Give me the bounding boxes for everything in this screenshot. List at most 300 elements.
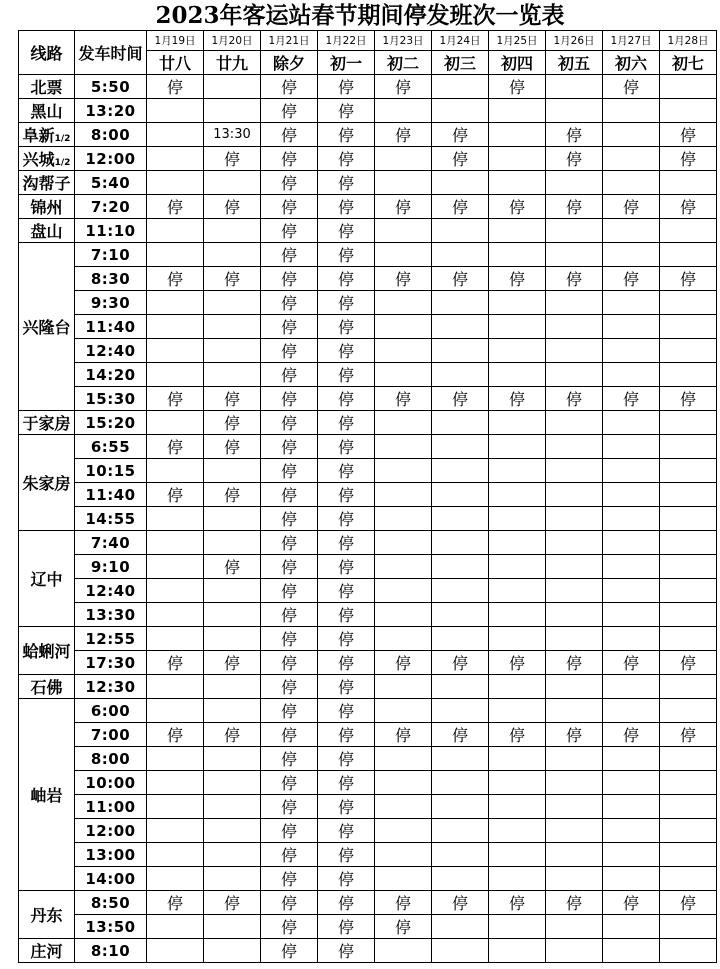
route-name-cell (19, 411, 75, 435)
lunar-date-header: 廿九 (204, 51, 261, 75)
empty-cell (546, 819, 603, 843)
empty-cell (603, 507, 660, 531)
empty-cell (375, 555, 432, 579)
empty-cell (375, 867, 432, 891)
status-cell: 停 (318, 819, 375, 843)
departure-time-cell: 10:00 (75, 771, 147, 795)
status-cell: 停 (432, 267, 489, 291)
table-row (19, 435, 717, 459)
status-cell: 停 (432, 891, 489, 915)
status-cell: 停 (546, 891, 603, 915)
date-header: 1月26日 (546, 31, 603, 51)
empty-cell (432, 219, 489, 243)
route-name-cell (19, 243, 75, 411)
empty-cell (546, 675, 603, 699)
table-row (19, 99, 717, 123)
empty-cell (603, 123, 660, 147)
empty-cell (432, 579, 489, 603)
departure-time-cell: 7:00 (75, 723, 147, 747)
empty-cell (204, 699, 261, 723)
table-row (19, 219, 717, 243)
status-cell: 停 (261, 459, 318, 483)
status-cell: 停 (261, 147, 318, 171)
departure-time-cell: 8:00 (75, 747, 147, 771)
status-cell: 停 (318, 627, 375, 651)
empty-cell (375, 459, 432, 483)
empty-cell (660, 291, 717, 315)
empty-cell (660, 459, 717, 483)
empty-cell (375, 747, 432, 771)
route-name: 阜新 (22, 126, 55, 145)
empty-cell (546, 915, 603, 939)
route-name: 兴隆台 (22, 318, 71, 337)
status-cell: 停 (261, 723, 318, 747)
status-cell: 停 (432, 147, 489, 171)
status-cell: 停 (204, 411, 261, 435)
status-cell: 停 (375, 651, 432, 675)
empty-cell (546, 171, 603, 195)
table-row (19, 747, 717, 771)
empty-cell (603, 675, 660, 699)
lunar-date-header: 初三 (432, 51, 489, 75)
date-header: 1月28日 (660, 31, 717, 51)
status-cell: 停 (261, 795, 318, 819)
empty-cell (660, 819, 717, 843)
empty-cell (375, 363, 432, 387)
empty-cell (375, 675, 432, 699)
empty-cell (489, 747, 546, 771)
status-cell: 停 (318, 675, 375, 699)
empty-cell (432, 915, 489, 939)
status-cell: 停 (261, 771, 318, 795)
empty-cell (660, 771, 717, 795)
empty-cell (147, 867, 204, 891)
lunar-date-header: 初四 (489, 51, 546, 75)
table-row (19, 531, 717, 555)
table-row (19, 699, 717, 723)
date-header: 1月24日 (432, 31, 489, 51)
empty-cell (432, 795, 489, 819)
empty-cell (375, 339, 432, 363)
empty-cell (546, 339, 603, 363)
status-cell: 停 (432, 195, 489, 219)
status-cell: 停 (318, 147, 375, 171)
status-cell: 停 (204, 267, 261, 291)
status-cell: 停 (318, 603, 375, 627)
empty-cell (546, 435, 603, 459)
table-row (19, 603, 717, 627)
empty-cell (147, 627, 204, 651)
table-row (19, 291, 717, 315)
empty-cell (204, 99, 261, 123)
table-row (19, 915, 717, 939)
empty-cell (375, 843, 432, 867)
empty-cell (660, 339, 717, 363)
table-row (19, 507, 717, 531)
table-row (19, 147, 717, 171)
status-cell: 停 (546, 387, 603, 411)
empty-cell (603, 531, 660, 555)
empty-cell (147, 243, 204, 267)
date-header: 1月20日 (204, 31, 261, 51)
status-cell: 停 (546, 651, 603, 675)
empty-cell (204, 75, 261, 99)
table-row (19, 123, 717, 147)
status-cell: 停 (261, 483, 318, 507)
status-cell: 停 (147, 387, 204, 411)
empty-cell (660, 411, 717, 435)
empty-cell (432, 75, 489, 99)
table-row (19, 411, 717, 435)
empty-cell (204, 339, 261, 363)
empty-cell (147, 843, 204, 867)
status-cell: 停 (261, 219, 318, 243)
empty-cell (546, 363, 603, 387)
lunar-date-header: 廿八 (147, 51, 204, 75)
status-cell: 停 (261, 339, 318, 363)
status-cell: 停 (261, 627, 318, 651)
route-name: 锦州 (30, 198, 63, 217)
departure-time-cell: 8:30 (75, 267, 147, 291)
empty-cell (660, 747, 717, 771)
empty-cell (147, 819, 204, 843)
empty-cell (147, 411, 204, 435)
departure-time-cell: 8:50 (75, 891, 147, 915)
status-cell: 停 (261, 531, 318, 555)
departure-time-cell: 8:10 (75, 939, 147, 963)
empty-cell (432, 435, 489, 459)
empty-cell (375, 291, 432, 315)
page-title: 2023年客运站春节期间停发班次一览表 (155, 2, 565, 29)
empty-cell (546, 75, 603, 99)
empty-cell (603, 99, 660, 123)
status-cell: 停 (603, 651, 660, 675)
empty-cell (546, 483, 603, 507)
departure-time-cell: 13:50 (75, 915, 147, 939)
empty-cell (204, 915, 261, 939)
status-cell: 停 (261, 579, 318, 603)
empty-cell (147, 675, 204, 699)
empty-cell (660, 507, 717, 531)
empty-cell (147, 507, 204, 531)
status-cell: 停 (261, 435, 318, 459)
status-cell: 停 (318, 771, 375, 795)
departure-time-cell: 12:40 (75, 579, 147, 603)
empty-cell (147, 315, 204, 339)
empty-cell (432, 243, 489, 267)
empty-cell (204, 603, 261, 627)
status-cell: 停 (261, 387, 318, 411)
schedule-table (18, 30, 717, 963)
empty-cell (660, 99, 717, 123)
status-cell: 停 (204, 147, 261, 171)
status-cell: 停 (318, 459, 375, 483)
status-cell: 停 (261, 843, 318, 867)
status-cell: 停 (261, 747, 318, 771)
status-cell: 停 (375, 195, 432, 219)
empty-cell (204, 363, 261, 387)
status-cell: 停 (375, 915, 432, 939)
empty-cell (603, 411, 660, 435)
departure-time-cell: 11:00 (75, 795, 147, 819)
empty-cell (489, 603, 546, 627)
status-cell: 停 (489, 387, 546, 411)
departure-time-cell: 8:00 (75, 123, 147, 147)
status-cell: 停 (318, 699, 375, 723)
route-name: 岫岩 (30, 786, 63, 805)
status-cell: 停 (204, 483, 261, 507)
status-cell: 停 (603, 723, 660, 747)
table-row (19, 867, 717, 891)
departure-time-cell: 14:00 (75, 867, 147, 891)
empty-cell (204, 771, 261, 795)
empty-cell (375, 411, 432, 435)
empty-cell (375, 627, 432, 651)
status-cell: 停 (489, 723, 546, 747)
empty-cell (603, 747, 660, 771)
departure-time-cell: 14:55 (75, 507, 147, 531)
status-cell: 停 (603, 387, 660, 411)
status-cell: 停 (261, 171, 318, 195)
status-cell: 停 (318, 75, 375, 99)
status-cell: 停 (147, 435, 204, 459)
status-cell: 停 (318, 411, 375, 435)
empty-cell (660, 435, 717, 459)
status-cell: 停 (318, 483, 375, 507)
table-row (19, 339, 717, 363)
empty-cell (603, 699, 660, 723)
status-cell: 停 (318, 339, 375, 363)
route-name-cell (19, 627, 75, 675)
empty-cell (375, 147, 432, 171)
status-cell: 停 (204, 435, 261, 459)
time-column-header: 发车时间 (75, 31, 147, 75)
status-cell: 停 (375, 267, 432, 291)
empty-cell (489, 411, 546, 435)
empty-cell (603, 795, 660, 819)
date-header: 1月23日 (375, 31, 432, 51)
status-cell: 停 (147, 75, 204, 99)
empty-cell (660, 795, 717, 819)
empty-cell (546, 555, 603, 579)
empty-cell (660, 363, 717, 387)
empty-cell (546, 747, 603, 771)
empty-cell (603, 339, 660, 363)
route-name: 北票 (30, 78, 63, 97)
status-cell: 停 (318, 291, 375, 315)
route-name-cell (19, 891, 75, 939)
empty-cell (489, 315, 546, 339)
empty-cell (432, 459, 489, 483)
empty-cell (147, 699, 204, 723)
table-row (19, 651, 717, 675)
empty-cell (147, 603, 204, 627)
empty-cell (204, 315, 261, 339)
table-row (19, 267, 717, 291)
status-cell: 停 (261, 99, 318, 123)
departure-time-cell: 12:00 (75, 819, 147, 843)
empty-cell (489, 915, 546, 939)
empty-cell (432, 747, 489, 771)
empty-cell (489, 147, 546, 171)
status-cell: 停 (660, 123, 717, 147)
departure-time-cell: 12:00 (75, 147, 147, 171)
empty-cell (546, 507, 603, 531)
status-cell: 停 (204, 195, 261, 219)
empty-cell (603, 771, 660, 795)
empty-cell (204, 819, 261, 843)
empty-cell (603, 579, 660, 603)
status-cell: 停 (375, 387, 432, 411)
empty-cell (603, 555, 660, 579)
status-cell: 停 (318, 123, 375, 147)
empty-cell (204, 507, 261, 531)
route-name-cell (19, 123, 75, 147)
status-cell: 13:30 (204, 123, 261, 147)
table-row (19, 939, 717, 963)
empty-cell (546, 843, 603, 867)
empty-cell (546, 699, 603, 723)
table-row (19, 459, 717, 483)
empty-cell (375, 99, 432, 123)
empty-cell (204, 291, 261, 315)
empty-cell (432, 339, 489, 363)
empty-cell (432, 411, 489, 435)
empty-cell (660, 939, 717, 963)
status-cell: 停 (147, 723, 204, 747)
status-cell: 停 (318, 195, 375, 219)
empty-cell (546, 459, 603, 483)
empty-cell (375, 219, 432, 243)
empty-cell (432, 507, 489, 531)
route-name-cell (19, 147, 75, 171)
departure-time-cell: 15:20 (75, 411, 147, 435)
departure-time-cell: 11:40 (75, 483, 147, 507)
empty-cell (660, 579, 717, 603)
status-cell: 停 (318, 891, 375, 915)
departure-time-cell: 13:00 (75, 843, 147, 867)
empty-cell (660, 915, 717, 939)
empty-cell (375, 579, 432, 603)
empty-cell (489, 939, 546, 963)
empty-cell (432, 675, 489, 699)
status-cell: 停 (660, 195, 717, 219)
table-row (19, 171, 717, 195)
status-cell: 停 (261, 507, 318, 531)
status-cell: 停 (261, 411, 318, 435)
empty-cell (489, 771, 546, 795)
empty-cell (546, 771, 603, 795)
empty-cell (603, 627, 660, 651)
empty-cell (489, 459, 546, 483)
status-cell: 停 (318, 579, 375, 603)
empty-cell (147, 531, 204, 555)
status-cell: 停 (318, 867, 375, 891)
empty-cell (375, 699, 432, 723)
empty-cell (432, 603, 489, 627)
route-name: 朱家房 (22, 474, 71, 493)
status-cell: 停 (318, 843, 375, 867)
route-name: 兴城 (22, 150, 55, 169)
status-cell: 停 (432, 723, 489, 747)
empty-cell (432, 99, 489, 123)
route-name-cell (19, 75, 75, 99)
table-row (19, 843, 717, 867)
empty-cell (147, 123, 204, 147)
status-cell: 停 (603, 75, 660, 99)
status-cell: 停 (204, 723, 261, 747)
status-cell: 停 (261, 291, 318, 315)
status-cell: 停 (318, 387, 375, 411)
empty-cell (204, 795, 261, 819)
empty-cell (432, 171, 489, 195)
empty-cell (204, 867, 261, 891)
empty-cell (489, 483, 546, 507)
empty-cell (489, 675, 546, 699)
status-cell: 停 (375, 723, 432, 747)
empty-cell (546, 219, 603, 243)
status-cell: 停 (489, 267, 546, 291)
lunar-date-header: 初五 (546, 51, 603, 75)
empty-cell (603, 603, 660, 627)
empty-cell (147, 171, 204, 195)
table-row (19, 675, 717, 699)
empty-cell (546, 627, 603, 651)
status-cell: 停 (147, 483, 204, 507)
empty-cell (204, 939, 261, 963)
date-header: 1月27日 (603, 31, 660, 51)
status-cell: 停 (204, 651, 261, 675)
empty-cell (489, 555, 546, 579)
empty-cell (546, 411, 603, 435)
empty-cell (204, 627, 261, 651)
route-name: 石佛 (30, 678, 63, 697)
lunar-date-header: 初七 (660, 51, 717, 75)
route-name: 辽中 (30, 570, 63, 589)
route-name: 蛤蜊河 (22, 642, 71, 661)
status-cell: 停 (261, 675, 318, 699)
table-row (19, 579, 717, 603)
empty-cell (147, 291, 204, 315)
empty-cell (489, 699, 546, 723)
status-cell: 停 (318, 795, 375, 819)
empty-cell (375, 483, 432, 507)
table-row (19, 723, 717, 747)
departure-time-cell: 7:20 (75, 195, 147, 219)
empty-cell (204, 171, 261, 195)
empty-cell (375, 435, 432, 459)
empty-cell (603, 915, 660, 939)
status-cell: 停 (318, 243, 375, 267)
empty-cell (603, 435, 660, 459)
empty-cell (432, 867, 489, 891)
status-cell: 停 (204, 555, 261, 579)
route-suffix: 1/2 (54, 158, 71, 168)
route-name-cell (19, 699, 75, 891)
empty-cell (432, 531, 489, 555)
empty-cell (546, 243, 603, 267)
empty-cell (147, 579, 204, 603)
empty-cell (603, 363, 660, 387)
empty-cell (147, 939, 204, 963)
empty-cell (660, 843, 717, 867)
empty-cell (660, 171, 717, 195)
empty-cell (546, 291, 603, 315)
table-row (19, 483, 717, 507)
status-cell: 停 (660, 651, 717, 675)
status-cell: 停 (489, 195, 546, 219)
empty-cell (147, 99, 204, 123)
